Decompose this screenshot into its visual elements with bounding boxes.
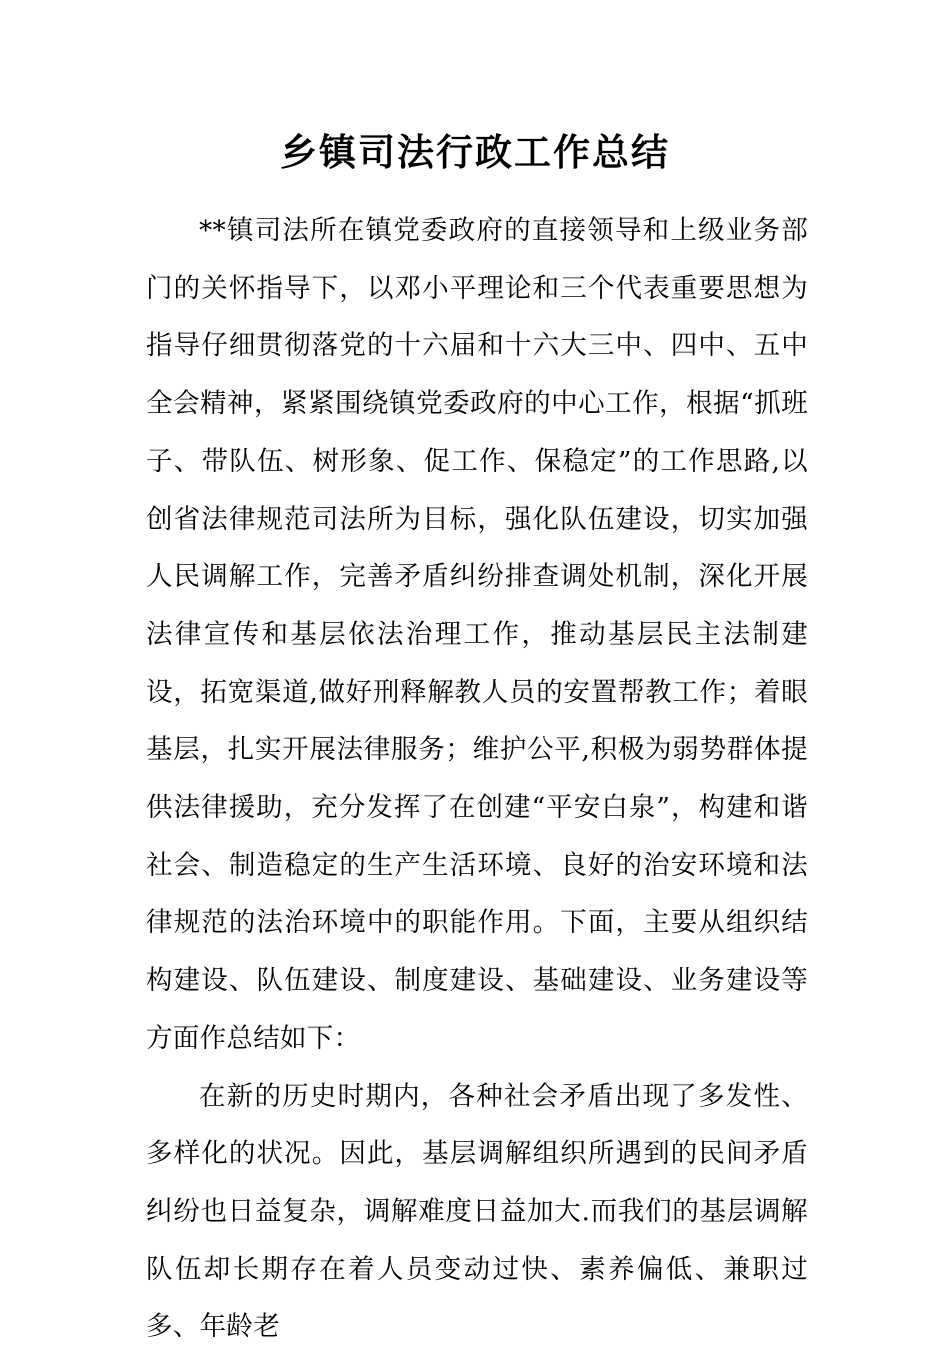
- paragraph-mediation: 在新的历史时期内，各种社会矛盾出现了多发性、多样化的状况。因此，基层调解组织所遇到的民间矛盾纠纷也日益复杂，调解难度日益加大.而我们的基层调解队伍却长期存在着人员变动过快、素养偏低、兼职过多、年龄老: [146, 1080, 808, 1343]
- document-title: 乡镇司法行政工作总结: [280, 130, 670, 174]
- paragraph-intro: **镇司法所在镇党委政府的直接领导和上级业务部门的关怀指导下，以邓小平理论和三个代表重要思想为指导仔细贯彻落党的十六届和十六大三中、四中、五中全会精神，紧紧围绕镇党委政府的中心工作，根据“抓班子、带队伍、树形象、促工作、保稳定”的工作思路,以创省法律规范司法所为目标，强化队伍建设，切实加强人民调解工作，完善矛盾纠纷排查调处机制，深化开展法律宣传和基层依法治理工作，推动基层民主法制建设，拓宽渠道,做好刑释解教人员的安置帮教工作；着眼基层，扎实开展法律服务；维护公平,积极为弱势群体提供法律援助，充分发挥了在创建“平安白泉”，构建和谐社会、制造稳定的生产生活环境、良好的治安环境和法律规范的法治环境中的职能作用。下面，主要从组织结构建设、队伍建设、制度建设、基础建设、业务建设等方面作总结如下：: [146, 215, 809, 1054]
- document-body: [146, 202, 808, 1356]
